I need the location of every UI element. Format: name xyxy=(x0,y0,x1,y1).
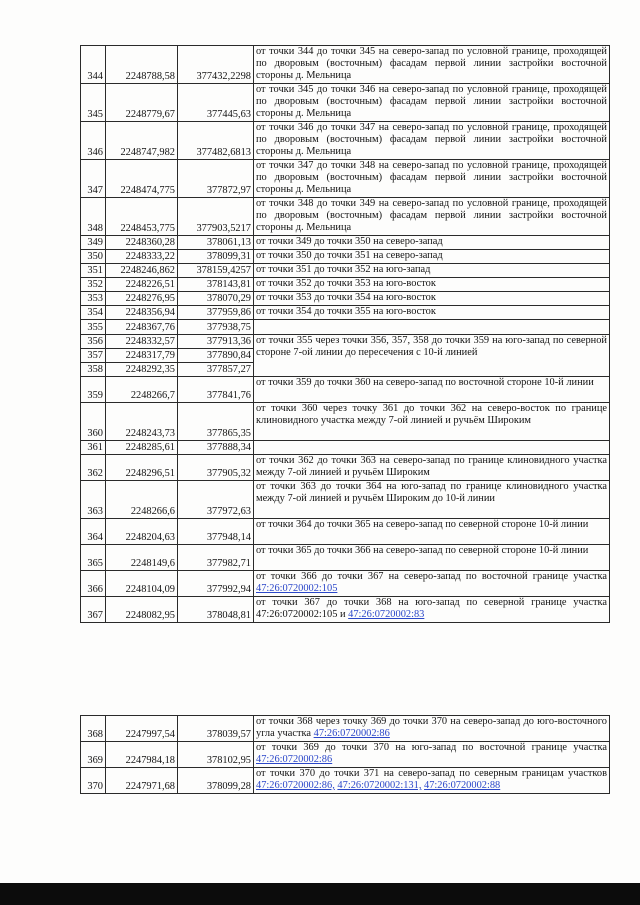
table-row xyxy=(81,306,610,320)
point-number: 364 xyxy=(81,519,106,545)
description-text: от точки 354 до точки 355 на юго-восток xyxy=(256,306,436,317)
y-coordinate: 377890,84 xyxy=(178,349,254,363)
point-number: 354 xyxy=(81,306,106,320)
boundary-points-table-continued xyxy=(80,715,610,794)
boundary-description xyxy=(254,306,610,320)
table-row xyxy=(81,716,610,742)
boundary-description xyxy=(254,377,610,403)
cadastral-number-link[interactable]: 47:26:0720002:88 xyxy=(424,780,501,791)
boundary-points-table xyxy=(80,45,610,623)
y-coordinate: 378143,81 xyxy=(178,278,254,292)
description-text: от точки 353 до точки 354 на юго-восток xyxy=(256,292,436,303)
point-number: 351 xyxy=(81,264,106,278)
table-row xyxy=(81,250,610,264)
table-row xyxy=(81,320,610,335)
table-row xyxy=(81,571,610,597)
boundary-description-merged xyxy=(254,335,610,377)
point-number: 345 xyxy=(81,84,106,122)
y-coordinate: 378159,4257 xyxy=(178,264,254,278)
y-coordinate: 377482,6813 xyxy=(178,122,254,160)
boundary-description xyxy=(254,455,610,481)
description-text: от точки 359 до точки 360 на северо-запад по восточной стороне 10-й линии xyxy=(256,377,594,388)
point-number: 349 xyxy=(81,236,106,250)
table-row xyxy=(81,292,610,306)
description-text: от точки 346 до точки 347 на северо-запад по условной границе, проходящей по дворовым (восточным) фасадам первой линии застройки восточной стороны д. Мельница xyxy=(256,122,607,157)
boundary-description xyxy=(254,278,610,292)
point-number: 359 xyxy=(81,377,106,403)
boundary-description xyxy=(254,250,610,264)
x-coordinate: 2247984,18 xyxy=(106,742,178,768)
y-coordinate: 377445,63 xyxy=(178,84,254,122)
x-coordinate: 2248243,73 xyxy=(106,403,178,441)
boundary-description xyxy=(254,716,610,742)
y-coordinate: 377865,35 xyxy=(178,403,254,441)
description-text: от точки 370 до точки 371 на северо-запад по северным границам участков xyxy=(256,768,607,779)
y-coordinate: 378048,81 xyxy=(178,597,254,623)
y-coordinate: 377972,63 xyxy=(178,481,254,519)
cadastral-number-link[interactable]: 47:26:0720002:86 xyxy=(256,754,333,765)
x-coordinate: 2248317,79 xyxy=(106,349,178,363)
y-coordinate: 377948,14 xyxy=(178,519,254,545)
x-coordinate: 2248285,61 xyxy=(106,441,178,455)
table-row xyxy=(81,377,610,403)
x-coordinate: 2248474,775 xyxy=(106,160,178,198)
x-coordinate: 2248453,775 xyxy=(106,198,178,236)
description-text: от точки 347 до точки 348 на северо-запад по условной границе, проходящей по дворовым (восточным) фасадам первой линии застройки восточной стороны д. Мельница xyxy=(256,160,607,195)
description-text: от точки 363 до точки 364 на юго-запад по границе клиновидного участка между 7-ой линией и ручьём Широким до 10-й линии xyxy=(256,481,607,504)
x-coordinate: 2247971,68 xyxy=(106,768,178,794)
y-coordinate: 377959,86 xyxy=(178,306,254,320)
point-number: 365 xyxy=(81,545,106,571)
y-coordinate: 377888,34 xyxy=(178,441,254,455)
description-text: от точки 351 до точки 352 на юго-запад xyxy=(256,264,431,275)
point-number: 358 xyxy=(81,363,106,377)
y-coordinate: 377841,76 xyxy=(178,377,254,403)
y-coordinate: 377903,5217 xyxy=(178,198,254,236)
point-number: 348 xyxy=(81,198,106,236)
description-text: от точки 350 до точки 351 на северо-запад xyxy=(256,250,443,261)
x-coordinate: 2247997,54 xyxy=(106,716,178,742)
x-coordinate: 2248356,94 xyxy=(106,306,178,320)
y-coordinate: 377982,71 xyxy=(178,545,254,571)
cadastral-number-link[interactable]: 47:26:0720002:86 xyxy=(313,728,390,739)
point-number: 344 xyxy=(81,46,106,84)
description-text: от точки 362 до точки 363 на северо-запад по границе клиновидного участка между 7-ой линией и ручьём Широким xyxy=(256,455,607,478)
description-text: от точки 368 через точку 369 до точки 370 на северо-запад до юго-восточного угла участка xyxy=(256,716,607,739)
x-coordinate: 2248266,7 xyxy=(106,377,178,403)
point-number: 346 xyxy=(81,122,106,160)
x-coordinate: 2248246,862 xyxy=(106,264,178,278)
table-row xyxy=(81,455,610,481)
cadastral-number-link[interactable]: 47:26:0720002:86, xyxy=(256,780,335,791)
cadastral-number-link[interactable]: 47:26:0720002:83 xyxy=(348,609,425,620)
point-number: 353 xyxy=(81,292,106,306)
table-row xyxy=(81,481,610,519)
point-number: 355 xyxy=(81,320,106,335)
boundary-description xyxy=(254,264,610,278)
point-number: 370 xyxy=(81,768,106,794)
y-coordinate: 378070,29 xyxy=(178,292,254,306)
x-coordinate: 2248104,09 xyxy=(106,571,178,597)
table-row xyxy=(81,519,610,545)
table-row xyxy=(81,160,610,198)
point-number: 369 xyxy=(81,742,106,768)
x-coordinate: 2248149,6 xyxy=(106,545,178,571)
description-text: от точки 355 через точки 356, 357, 358 до точки 359 на юго-запад по северной стороне 7-ой линии до пересечения с 10-й линией xyxy=(256,335,607,358)
description-text: от точки 352 до точки 353 на юго-восток xyxy=(256,278,436,289)
point-number: 367 xyxy=(81,597,106,623)
point-number: 366 xyxy=(81,571,106,597)
table-row xyxy=(81,335,610,349)
boundary-description xyxy=(254,160,610,198)
x-coordinate: 2248779,67 xyxy=(106,84,178,122)
y-coordinate: 377857,27 xyxy=(178,363,254,377)
y-coordinate: 377905,32 xyxy=(178,455,254,481)
table-row xyxy=(81,278,610,292)
table-row xyxy=(81,236,610,250)
boundary-description xyxy=(254,571,610,597)
y-coordinate: 377913,36 xyxy=(178,335,254,349)
table-row xyxy=(81,597,610,623)
boundary-description xyxy=(254,292,610,306)
boundary-description xyxy=(254,198,610,236)
point-number: 350 xyxy=(81,250,106,264)
point-number: 356 xyxy=(81,335,106,349)
cadastral-number-link[interactable]: 47:26:0720002:131, xyxy=(337,780,422,791)
description-text: от точки 360 через точку 361 до точки 362 на северо-восток по границе клиновидного участка между 7-ой линией и ручьём Широким xyxy=(256,403,607,426)
description-text: от точки 344 до точки 345 на северо-запад по условной границе, проходящей по дворовым (восточным) фасадам первой линии застройки восточной стороны д. Мельница xyxy=(256,46,607,81)
x-coordinate: 2248367,76 xyxy=(106,320,178,335)
x-coordinate: 2248204,63 xyxy=(106,519,178,545)
scan-bottom-edge xyxy=(0,883,640,905)
point-number: 368 xyxy=(81,716,106,742)
description-text: от точки 364 до точки 365 на северо-запад по северной стороне 10-й линии xyxy=(256,519,589,530)
y-coordinate: 377992,94 xyxy=(178,571,254,597)
y-coordinate: 377432,2298 xyxy=(178,46,254,84)
y-coordinate: 378102,95 xyxy=(178,742,254,768)
y-coordinate: 378061,13 xyxy=(178,236,254,250)
table-row xyxy=(81,545,610,571)
boundary-description xyxy=(254,519,610,545)
point-number: 352 xyxy=(81,278,106,292)
boundary-description xyxy=(254,122,610,160)
y-coordinate: 378039,57 xyxy=(178,716,254,742)
point-number: 361 xyxy=(81,441,106,455)
boundary-description xyxy=(254,403,610,441)
x-coordinate: 2248333,22 xyxy=(106,250,178,264)
description-text: от точки 369 до точки 370 на юго-запад по восточной границе участка xyxy=(256,742,607,753)
x-coordinate: 2248360,28 xyxy=(106,236,178,250)
boundary-description xyxy=(254,545,610,571)
description-text: от точки 365 до точки 366 на северо-запад по северной стороне 10-й линии xyxy=(256,545,589,556)
boundary-description-empty xyxy=(254,320,610,335)
table-row xyxy=(81,122,610,160)
y-coordinate: 377872,97 xyxy=(178,160,254,198)
description-text: от точки 349 до точки 350 на северо-запад xyxy=(256,236,443,247)
description-text: от точки 367 до точки 368 на юго-запад по северной границе участка 47:26:0720002:105 и xyxy=(256,597,607,620)
x-coordinate: 2248332,57 xyxy=(106,335,178,349)
description-text: от точки 345 до точки 346 на северо-запад по условной границе, проходящей по дворовым (восточным) фасадам первой линии застройки восточной стороны д. Мельница xyxy=(256,84,607,119)
table-row xyxy=(81,403,610,441)
description-text: от точки 366 до точки 367 на северо-запад по восточной границе участка xyxy=(256,571,607,582)
x-coordinate: 2248292,35 xyxy=(106,363,178,377)
y-coordinate: 378099,28 xyxy=(178,768,254,794)
cadastral-number-link[interactable]: 47:26:0720002:105 xyxy=(256,583,338,594)
table-row xyxy=(81,264,610,278)
x-coordinate: 2248266,6 xyxy=(106,481,178,519)
table-row xyxy=(81,768,610,794)
boundary-description xyxy=(254,768,610,794)
table-row xyxy=(81,46,610,84)
table-row xyxy=(81,742,610,768)
table-row xyxy=(81,84,610,122)
boundary-description xyxy=(254,236,610,250)
point-number: 363 xyxy=(81,481,106,519)
x-coordinate: 2248788,58 xyxy=(106,46,178,84)
boundary-description xyxy=(254,84,610,122)
boundary-description-continued xyxy=(254,441,610,455)
point-number: 362 xyxy=(81,455,106,481)
boundary-description xyxy=(254,481,610,519)
table-row xyxy=(81,441,610,455)
point-number: 357 xyxy=(81,349,106,363)
point-number: 360 xyxy=(81,403,106,441)
x-coordinate: 2248747,982 xyxy=(106,122,178,160)
x-coordinate: 2248082,95 xyxy=(106,597,178,623)
x-coordinate: 2248276,95 xyxy=(106,292,178,306)
x-coordinate: 2248296,51 xyxy=(106,455,178,481)
description-text: от точки 348 до точки 349 на северо-запад по условной границе, проходящей по дворовым (восточным) фасадам первой линии застройки восточной стороны д. Мельница xyxy=(256,198,607,233)
boundary-description xyxy=(254,46,610,84)
boundary-description xyxy=(254,742,610,768)
table-row xyxy=(81,198,610,236)
y-coordinate: 377938,75 xyxy=(178,320,254,335)
point-number: 347 xyxy=(81,160,106,198)
y-coordinate: 378099,31 xyxy=(178,250,254,264)
x-coordinate: 2248226,51 xyxy=(106,278,178,292)
boundary-description xyxy=(254,597,610,623)
